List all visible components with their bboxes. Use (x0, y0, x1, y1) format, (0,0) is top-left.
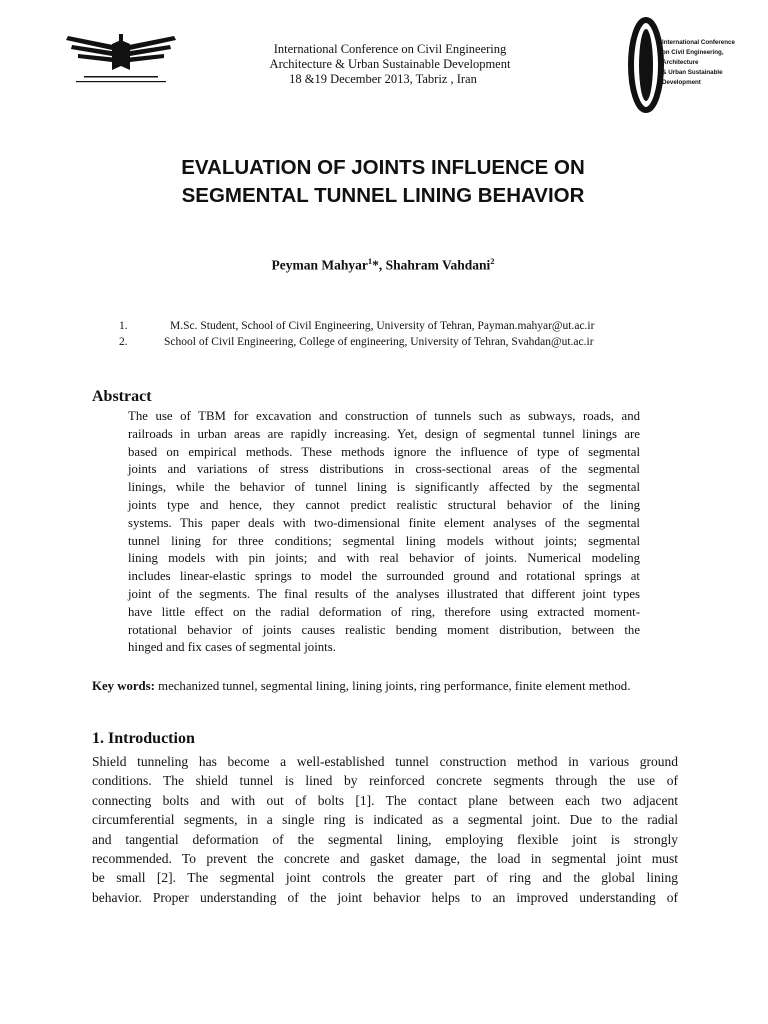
affiliation-item (0, 336, 768, 352)
conference-logo-line-2: on Civil Engineering, (662, 49, 724, 56)
abstract-line: linings, while the behavior of tunnel lining is significantly affected by the segmental (128, 480, 640, 495)
author-1-name: Peyman Mahyar (271, 257, 368, 273)
conference-header (190, 42, 590, 87)
paper-title-line-1: EVALUATION OF JOINTS INFLUENCE ON (181, 156, 585, 179)
introduction-line: Shield tunneling has become a well-established tunnel construction method in various ground (92, 754, 678, 769)
affiliation-number: 2. (119, 336, 128, 348)
conference-date-location: 18 &19 December 2013, Tabriz , Iran (289, 72, 477, 86)
introduction-line: circumferential segments, in a single ring is indicated as a segmental joint. Due to the radial (92, 812, 678, 828)
conference-logo-line-5: Development (662, 79, 701, 86)
abstract-line: The use of TBM for excavation and construction of tunnels such as subways, roads, and (128, 409, 640, 423)
abstract-body (128, 408, 640, 657)
abstract-line: joint of the segments. The final results of the analyses illustrated that different joint types (128, 586, 640, 601)
affiliation-item (0, 320, 768, 336)
introduction-line: behavior. Proper understanding of the joint behavior helps to an improved understanding of (92, 889, 678, 905)
author-1-affiliation-mark: 1 (367, 256, 373, 266)
keywords-label: Key words: (92, 679, 155, 693)
conference-subtitle: Architecture & Urban Sustainable Development (269, 57, 511, 71)
introduction-line: be small [2]. The segmental joint controls the greater part of ring and the global lining (92, 870, 678, 886)
abstract-line: based on empirical methods. These methods ignore the influence of type of segmental (128, 444, 640, 459)
introduction-line: conditions. The shield tunnel is lined by reinforced concrete segments through the use of (92, 773, 678, 789)
introduction-heading: 1. Introduction (92, 730, 195, 747)
abstract-line: hinged and fix cases of segmental joints. (128, 640, 336, 655)
introduction-body (92, 752, 678, 907)
conference-logo-line-4: & Urban Sustainable (662, 69, 723, 76)
affiliation-number: 1. (119, 320, 128, 332)
abstract-line: railroads in urban areas are rapidly increasing. Yet, design of segmental tunnel linings are (128, 426, 640, 441)
corresponding-author-mark: *, (372, 257, 386, 273)
paper-title (70, 154, 696, 210)
abstract-line: rotational behavior of joints causes realistic bending moment distribution, between the (128, 622, 640, 637)
keywords (92, 677, 677, 695)
conference-logo (628, 14, 735, 116)
abstract-heading: Abstract (92, 388, 152, 405)
introduction-line: and tangential deformation of the segmental lining, employing flexible joint is strongly (92, 831, 678, 847)
keywords-text: mechanized tunnel, segmental lining, lining joints, ring performance, finite element method. (154, 679, 631, 693)
paper-title-line-2: SEGMENTAL TUNNEL LINING BEHAVIOR (181, 184, 585, 207)
abstract-line: includes linear-elastic springs to model the surrounded ground and rotational springs at (128, 569, 640, 584)
author-2-affiliation-mark: 2 (490, 256, 495, 266)
conference-name: International Conference on Civil Engineering (273, 42, 507, 56)
university-logo (62, 30, 180, 92)
author-2-name: Shahram Vahdani (385, 257, 491, 273)
conference-logo-line-3: Architecture (662, 59, 699, 66)
affiliation-text: M.Sc. Student, School of Civil Engineering, University of Tehran, Payman.mahyar@ut.ac.ir (170, 320, 595, 332)
abstract-line: tunnel lining for three conditions; segmental lining models without joints; segmental (128, 533, 640, 548)
abstract-line: joints type and hence, they cannot predict realistic structural behavior of the lining (128, 497, 640, 512)
conference-logo-line-1: International Conference (662, 39, 735, 46)
abstract-line: systems. This paper deals with two-dimensional finite element analyses of the segmental (128, 515, 640, 530)
introduction-line: recommended. To prevent the concrete and gasket damage, the load in segmental joint must (92, 851, 678, 867)
affiliation-text: School of Civil Engineering, College of engineering, University of Tehran, Svahdan@ut.ac.ir (164, 336, 594, 348)
author-list (70, 256, 696, 274)
abstract-line: have little effect on the radial deformation of ring, therefore using extracted moment- (128, 604, 640, 619)
introduction-line: connecting bolts and with out of bolts [1]. The contact plane between each two adjacent (92, 792, 678, 808)
abstract-line: lining models with pin joints; and with real behavior of joints. Numerical modeling (128, 551, 640, 566)
abstract-line: joints and variations of stress distributions in cross-sectional areas of the segmental (128, 462, 640, 477)
